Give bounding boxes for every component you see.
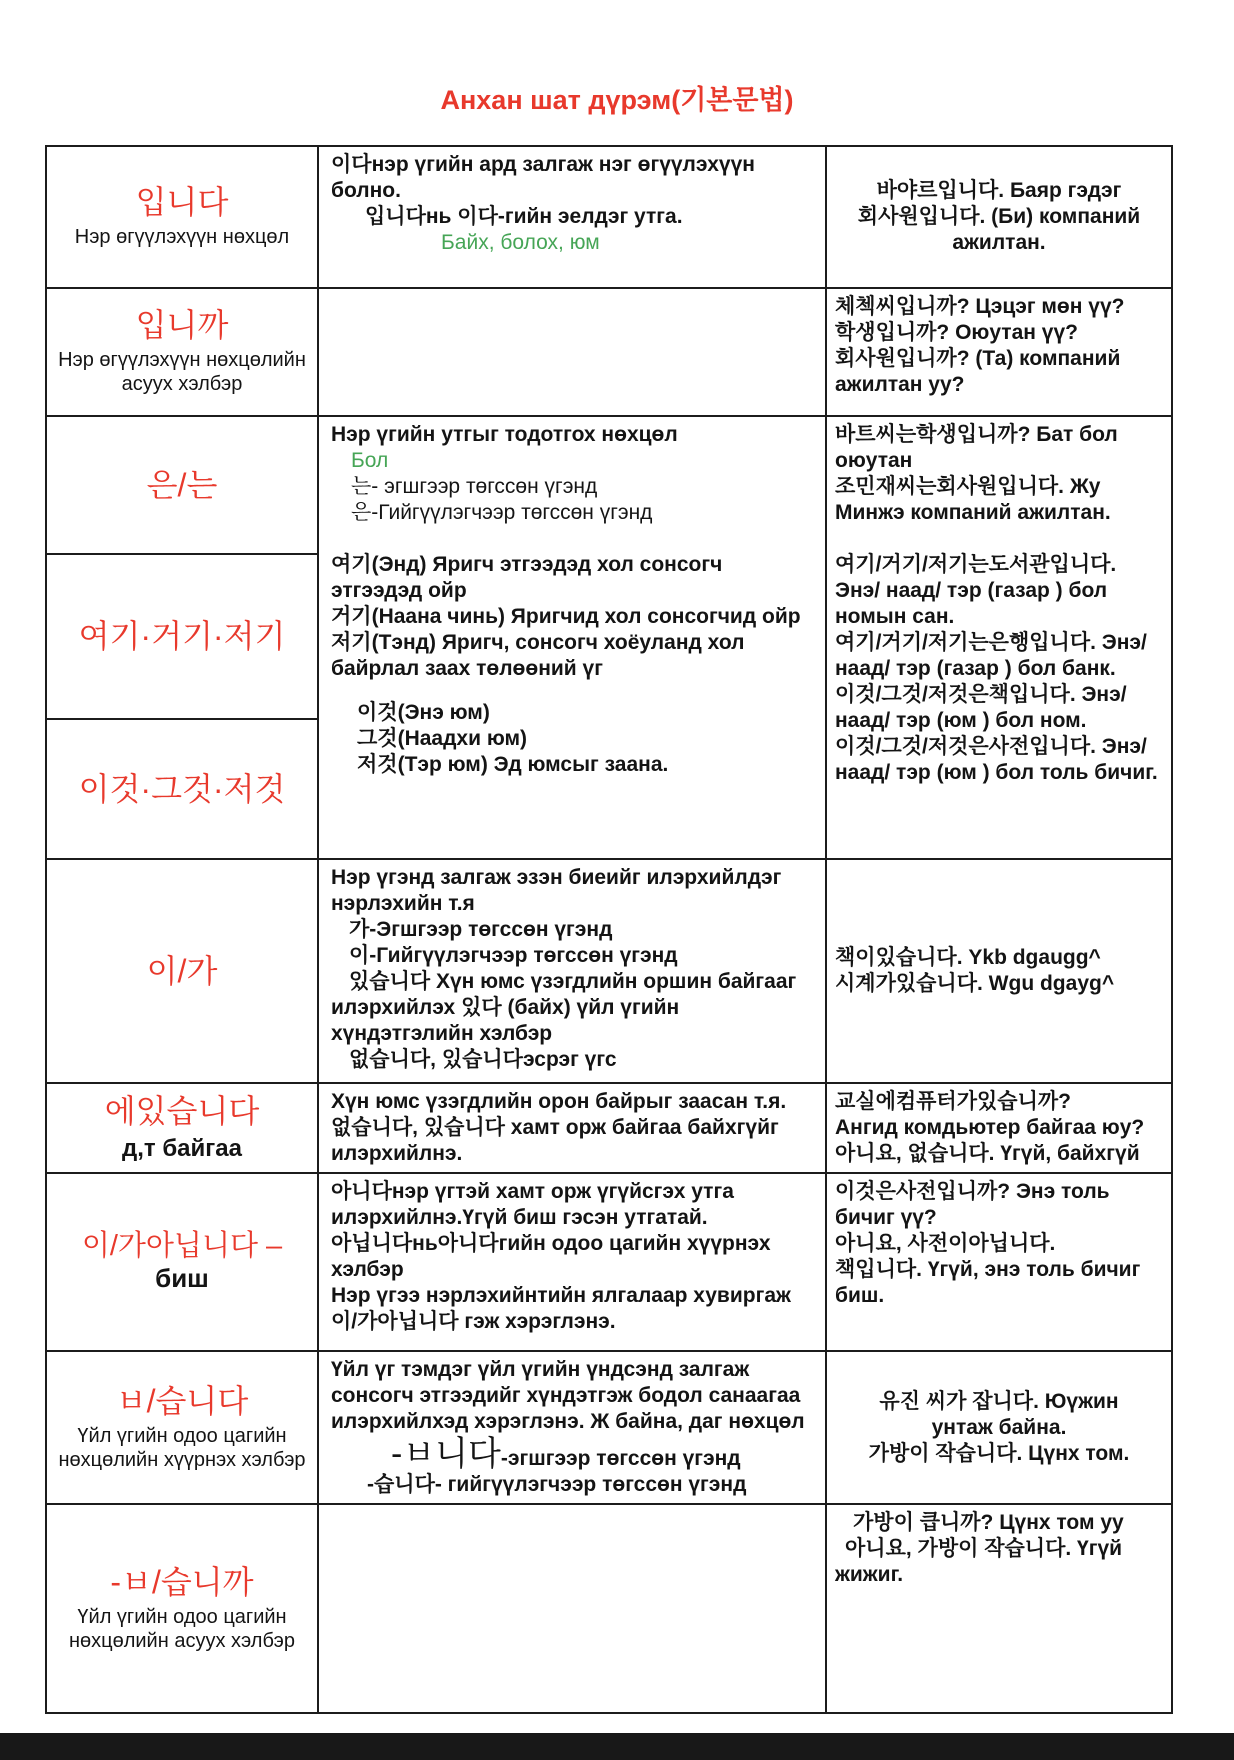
cell-seumnikka-rule	[318, 1504, 826, 1713]
cell-seumnikka-examples	[826, 1504, 1172, 1713]
rule-line: 가-Эгшгээр төгссөн үгэнд	[349, 918, 613, 942]
rule-line: 입니다нь 이다-гийн эелдэг утга.	[365, 205, 683, 229]
particle-label: 입니까	[135, 307, 229, 344]
rule-line: 저것(Тэр юм) Эд юмсыг заана.	[357, 753, 669, 777]
example-line: 회사원입니까? (Та) компаний ажилтан уу?	[835, 347, 1121, 397]
rule-line: 아니다нэр үгтэй хамт орж үгүйсгэх утга илэрхийлнэ.Үгүй биш гэсэн утгатай.	[331, 1180, 734, 1230]
cell-i-ga-examples	[826, 859, 1172, 1083]
rule-line: 은-Гийгүүлэгчээр төгссөн үгэнд	[351, 501, 653, 525]
example-line: 아니요, 가방이 작습니다. Үгүй жижиг.	[835, 1537, 1123, 1587]
rule-line: 는- эгшгээр төгссөн үгэнд	[351, 475, 598, 499]
cell-seumnida-particle	[46, 1351, 318, 1504]
particle-label: -ㅂ/습니까	[110, 1563, 254, 1600]
particle-label: 여기·거기·저기	[78, 618, 286, 655]
rule-line: 여기(Энд) Яригч этгээдэд хол сонсогч этгээдэд ойр	[331, 553, 723, 603]
example-line: 여기/거기/저기는도서관입니다. Энэ/ наад/ тэр (газар ) бол номын сан.	[835, 553, 1117, 629]
cell-imnikka-examples	[826, 288, 1172, 416]
example-line: 바야르입니다. Баяр гэдэг	[876, 178, 1122, 202]
cell-imnida-examples	[826, 146, 1172, 288]
row-e-itseumnida	[46, 1083, 1172, 1173]
rule-line: Үйл үг тэмдэг үйл үгийн үндсэнд залгаж сонсогч этгээдийг хүндэтгэж бодол санаагаа илэрхийлхэд хэрэглэнэ. Ж байна, даг нөхцөл	[331, 1358, 805, 1434]
rule-line: 이-Гийгүүлэгчээр төгссөн үгэнд	[349, 944, 678, 968]
example-line: унтаж байна.	[931, 1415, 1067, 1439]
example-line: 체첵씨입니까? Цэцэг мөн үү?	[835, 295, 1125, 318]
example-line: 가방이 작습니다. Цүнх том.	[868, 1441, 1130, 1465]
example-line: 아니요, 사전이아닙니다.	[835, 1232, 1056, 1256]
particle-label: ㅂ/습니다	[115, 1382, 249, 1419]
row-i-ga	[46, 859, 1172, 1083]
example-line: 이것/그것/저것은사전입니다. Энэ/ наад/ тэр (юм ) бол толь бичиг.	[835, 735, 1158, 785]
cell-seumnida-examples	[826, 1351, 1172, 1504]
example-line: 이것은사전입니까? Энэ толь бичиг үү?	[835, 1180, 1110, 1230]
rule-line: 이다нэр үгийн ард залгаж нэг өгүүлэхүүн болно.	[331, 153, 755, 203]
example-line: 책이있습니다. Ykb dgaugg^	[835, 945, 1101, 969]
example-line: 책입니다. Үгүй, энэ толь бичиг биш.	[835, 1258, 1141, 1308]
row-anipnida	[46, 1173, 1172, 1351]
cell-i-ga-particle	[46, 859, 318, 1083]
particle-label: 이/가	[146, 952, 218, 989]
example-line: Ангид комдьютер байгаа юу?	[835, 1116, 1145, 1140]
example-line: 교실에컴퓨터가있습니까?	[835, 1090, 1071, 1113]
rule-line: Нэр үгийн утгыг тодотгох нөхцөл	[331, 423, 678, 446]
cell-imnida-rule	[318, 146, 826, 288]
cell-imnikka-rule	[318, 288, 826, 416]
cell-seumnida-rule	[318, 1351, 826, 1504]
example-line: 여기/거기/저기는은행입니다. Энэ/ наад/ тэр (газар ) бол банк.	[835, 631, 1147, 681]
example-line: 아니요, 없습니다. Үгүй, байхгүй	[835, 1142, 1140, 1166]
example-line: 학생입니까? Оюутан үү?	[835, 321, 1078, 345]
rule-line: 없습니다, 있습니다эсрэг үгс	[349, 1048, 617, 1072]
particle-desc: биш	[155, 1262, 209, 1293]
rule-line: 없습니다, 있습니다 хамт орж байгаа байхгүйг илэрхийлнэ.	[331, 1116, 779, 1166]
cell-i-ga-rule	[318, 859, 826, 1083]
cell-yeogi-particle	[46, 554, 318, 719]
particle-label: 은/는	[146, 466, 218, 503]
rule-line-highlight: Байх, болох, юм	[441, 231, 600, 255]
viewer-bottom-bar	[0, 1733, 1234, 1760]
cell-e-itseumnida-rule	[318, 1083, 826, 1173]
cell-anipnida-particle	[46, 1173, 318, 1351]
cell-imnikka-particle	[46, 288, 318, 416]
rule-line: 거기(Наана чинь) Яригчид хол сонсогчид ойр	[331, 605, 801, 629]
rule-line: 저기(Тэнд) Яригч, сонсогч хоёуланд хол байрлал заах төлөөний үг	[331, 631, 745, 681]
cell-anipnida-rule	[318, 1173, 826, 1351]
particle-desc: Нэр өгүүлэхүүн нөхцөл	[74, 226, 290, 249]
rule-line: 이것(Энэ юм)	[357, 701, 490, 725]
example-line: 바트씨는학생입니까? Бат бол оюутан	[835, 423, 1118, 473]
row-seumnida	[46, 1351, 1172, 1504]
row-seumnikka	[46, 1504, 1172, 1713]
rule-line: 그것(Наадхи юм)	[357, 727, 528, 751]
particle-desc: д,т байгаа	[122, 1134, 242, 1162]
rule-line	[391, 1437, 815, 1472]
example-line: 이것/그것/저것은책입니다. Энэ/ наад/ тэр (юм ) бол ном.	[835, 683, 1127, 733]
example-line: 시계가있습니다. Wgu dgayg^	[835, 972, 1115, 995]
example-line: 가방이 큽니까? Цүнх том уу	[853, 1511, 1124, 1535]
rule-line: 아닙니다нь아니다гийн одоо цагийн хүүрнэх хэлбэр	[331, 1232, 771, 1282]
particle-label: 이것·그것·저것	[78, 770, 286, 807]
rule-line: Нэр үгэнд залгаж эзэн биеийг илэрхийлдэг нэрлэхийн т.я	[331, 866, 782, 916]
particle-desc: Үйл үгийн одоо цагийн нөхцөлийн хүүрнэх хэлбэр	[58, 1424, 306, 1472]
cell-seumnikka-particle	[46, 1504, 318, 1713]
page-title: Анхан шат дүрэм(기본문법)	[440, 85, 794, 115]
korean-ending: -ㅂ니다	[391, 1435, 501, 1474]
cell-demonstratives-examples	[826, 416, 1172, 859]
cell-demonstratives-rule	[318, 416, 826, 859]
rule-line-highlight: Бол	[351, 449, 389, 473]
particle-label: 이/가아닙니다 –	[81, 1229, 283, 1262]
rule-line: Нэр үгээ нэрлэхийнтийн ялгалаар хувиргаж이/가아닙니다 гэж хэрэглэнэ.	[331, 1284, 791, 1334]
example-line: 유진 씨가 잡니다. Юүжин	[879, 1389, 1119, 1413]
example-line: 회사원입니다. (Би) компаний ажилтан.	[857, 204, 1141, 255]
cell-igeot-particle	[46, 719, 318, 859]
cell-anipnida-examples	[826, 1173, 1172, 1351]
example-line: 조민재씨는회사원입니다. Жу Минжэ компаний ажилтан.	[835, 475, 1111, 525]
rule-line: -습니다- гийгүүлэгчээр төгссөн үгэнд	[367, 1473, 747, 1497]
grammar-table	[45, 145, 1173, 1714]
rule-line-text: -эгшгээр төгссөн үгэнд	[500, 1447, 741, 1471]
rule-line: 있습니다 Хүн юмс үзэгдлийн оршин байгааг илэрхийлэх 있다 (байх) үйл үгийн хүндэтгэлийн хэлбэр	[331, 970, 797, 1046]
particle-label: 에있습니다	[104, 1093, 260, 1130]
rule-line: Хүн юмс үзэгдлийн орон байрыг заасан т.я.	[331, 1090, 787, 1113]
particle-label: 입니다	[135, 184, 229, 221]
row-imnida	[46, 146, 1172, 288]
cell-imnida-particle	[46, 146, 318, 288]
cell-e-itseumnida-examples	[826, 1083, 1172, 1173]
particle-desc: Нэр өгүүлэхүүн нөхцөлийн асуух хэлбэр	[58, 349, 306, 396]
cell-eun-neun-particle	[46, 416, 318, 554]
row-imnikka	[46, 288, 1172, 416]
row-eun-neun	[46, 416, 1172, 554]
cell-e-itseumnida-particle	[46, 1083, 318, 1173]
particle-desc: Үйл үгийн одоо цагийн нөхцөлийн асуух хэлбэр	[68, 1605, 296, 1653]
